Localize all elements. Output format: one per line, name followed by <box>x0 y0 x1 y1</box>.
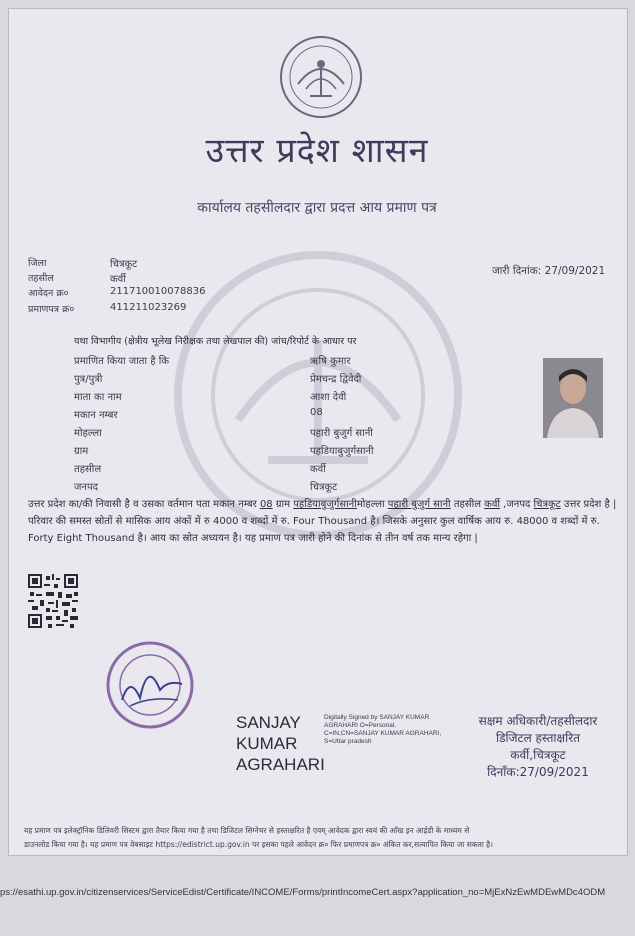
district-value: चित्रकूट <box>110 259 138 270</box>
intro-line: यथा विभागीय (क्षेत्रीय भूलेख निरीक्षक तथा लेखपाल की) जांच/रिपोर्ट के आधार पर <box>74 336 357 347</box>
detail-label: मकान नम्बर <box>74 410 118 421</box>
detail-label: माता का नाम <box>74 392 122 403</box>
body-text: ,जनपद <box>500 499 534 510</box>
tehsil-value: कर्वी <box>110 274 126 285</box>
detail-value: ऋषि कुमार <box>310 356 351 367</box>
detail-value: पहारी बुजुर्ग सानी <box>310 428 373 439</box>
body-text: उत्तर प्रदेश है | परिवार की समस्त स्रोतों से मासिक आय अंकों में रु 4000 व शब्दों में रु. Four Thousand है। जिसके अनुसार कुल वार्षिक आय रु. 48000 व शब्दों में रु. Forty Eight Thousand है। आय का स्रोत अध्ययन है। यह प्रमाण पत्र जारी होने की दिनांक से तीन वर्ष तक मान्य रहेगा | <box>28 499 617 544</box>
issue-date: जारी दिनांक: 27/09/2021 <box>492 265 606 277</box>
village-name: पहडियाबुजुर्गसानी <box>293 499 357 510</box>
detail-value: पहडियाबुजुर्गसानी <box>310 446 374 457</box>
application-label: आवेदन क्र० <box>28 288 69 299</box>
detail-value: चित्रकूट <box>310 482 338 493</box>
mohalla-name: पहारी बुजुर्ग सानी <box>387 499 451 510</box>
district-name: चित्रकूट <box>533 499 561 510</box>
up-government-emblem <box>276 34 366 120</box>
footer-note-line1: यह प्रमाण पत्र इलेक्ट्रॉनिक डिलिवरी सिस्टम द्वारा तैयार किया गया है तथा डिजिटल सिग्नेचर से हस्ताक्षरित है एवम् आवेदक द्वारा स्वयं की आँख इन आईडी के माध्यम से <box>24 826 470 835</box>
body-text: ग्राम <box>272 499 294 510</box>
application-number: 211710010078836 <box>110 286 206 297</box>
page-url[interactable]: ps://esathi.up.gov.in/citizenservices/ServiceEdist/Certificate/INCOME/Forms/printIncomeCert.aspx?application_no=MjExNzEwMDEwMDc4ODM <box>0 887 606 898</box>
authority-date: दिनाँक:27/09/2021 <box>487 765 589 779</box>
page-title: उत्तर प्रदेश शासन <box>205 131 429 171</box>
signatory-name: SANJAY KUMAR AGRAHARI <box>236 713 325 774</box>
detail-value: 08 <box>310 407 323 418</box>
detail-value: कर्वी <box>310 464 326 475</box>
detail-value: आशा देवी <box>310 392 347 403</box>
tehsil-name: कर्वी <box>484 499 500 510</box>
detail-label: जनपद <box>74 482 98 493</box>
body-text: मोहल्ला <box>356 499 388 510</box>
official-seal <box>100 640 200 730</box>
body-text: तहसील <box>450 499 485 510</box>
authority-location: कर्वी,चित्रकूट <box>510 748 566 762</box>
qr-code <box>28 574 78 628</box>
tehsil-label: तहसील <box>28 273 54 284</box>
certificate-page <box>8 0 626 936</box>
detail-label: ग्राम <box>74 446 89 457</box>
digital-signature-note: Digitally Signed by SANJAY KUMAR AGRAHARI O=Personal, C=IN,CN=SANJAY KUMAR AGRAHARI, S=Uttar pradesh <box>324 714 442 745</box>
body-text: उत्तर प्रदेश का/की निवासी है व उसका वर्तमान पता मकान नम्बर <box>28 499 260 510</box>
district-label: जिला <box>28 258 47 269</box>
certificate-label: प्रमाणपत्र क्र० <box>28 304 75 315</box>
certificate-number: 411211023269 <box>110 302 187 313</box>
detail-value: प्रेमचन्द्र द्विवेदी <box>310 374 362 385</box>
authority-digital-signed: डिजिटल हस्ताक्षरित <box>496 731 580 745</box>
detail-label: प्रमाणित किया जाता है कि <box>74 356 170 367</box>
authority-title: सक्षम अधिकारी/तहसीलदार <box>478 714 598 728</box>
detail-label: मोहल्ला <box>74 428 102 439</box>
applicant-photo <box>543 358 603 438</box>
certificate-body <box>28 496 618 547</box>
detail-label: तहसील <box>74 464 102 475</box>
certificate-subtitle: कार्यालय तहसीलदार द्वारा प्रदत्त आय प्रमाण पत्र <box>197 200 437 216</box>
footer-note-line2: डाउनलोड किया गया है। यह प्रमाण पत्र वेबसाइट https://edistrict.up.gov.in पर इसका पहले आवेदन क्र० फिर प्रमाणपत्र क्र० अंकित कर,सत्यापित किया जा सकता है। <box>24 840 493 849</box>
detail-label: पुत्र/पुत्री <box>74 374 103 385</box>
house-number: 08 <box>259 499 273 510</box>
